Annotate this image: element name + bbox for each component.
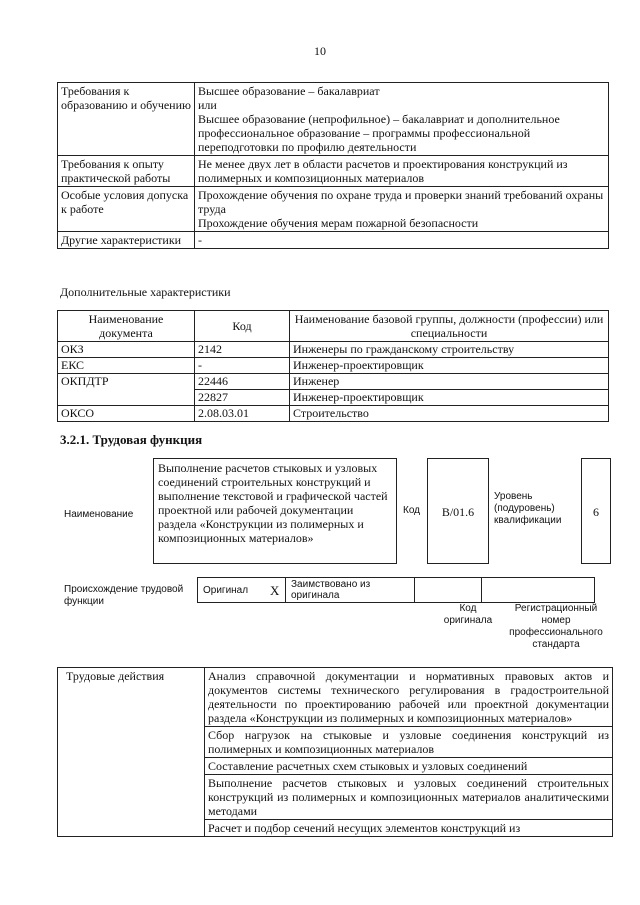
- original-code-cell: [415, 578, 482, 603]
- table-row: [198, 578, 595, 603]
- action-item: Сбор нагрузок на стыковые и узловые соединения конструкций из полимерных и композиционных материалов: [205, 727, 613, 758]
- original-cell: Оригинал: [198, 578, 266, 603]
- text-line: Прохождение обучения по охране труда и проверки знаний требований охраны труда: [198, 188, 604, 216]
- code-label: Код: [403, 505, 421, 516]
- text-line: Высшее образование – бакалавриат: [198, 84, 380, 98]
- function-name-box: Выполнение расчетов стыковых и узловых соединений строительных конструкций и выполнение текстовой и графической частей проектной или рабочей документации раздела «Конструкции из полимерных и композиционных материалов»: [153, 458, 397, 564]
- table-row: [58, 232, 609, 249]
- actions-label: Трудовые действия: [58, 668, 205, 837]
- action-item: Выполнение расчетов стыковых и узловых соединений строительных конструкций из полимерных и композиционных материалов аналитическими методами: [205, 775, 613, 820]
- row-value: [195, 187, 609, 232]
- requirements-table: [57, 82, 609, 249]
- cell: -: [195, 358, 290, 374]
- table-row: [58, 187, 609, 232]
- action-item: Составление расчетных схем стыковых и узловых соединений: [205, 758, 613, 775]
- col-header: Наименование базовой группы, должности (профессии) или специальности: [290, 311, 609, 342]
- section-heading: 3.2.1. Трудовая функция: [60, 432, 203, 447]
- text-line: Прохождение обучения мерам пожарной безопасности: [198, 216, 479, 230]
- table-row: [58, 342, 609, 358]
- row-value: -: [195, 232, 609, 249]
- table-row: [58, 406, 609, 422]
- row-label: Требования к опыту практической работы: [58, 156, 195, 187]
- cell: Инженеры по гражданскому строительству: [290, 342, 609, 358]
- extra-characteristics-table: [57, 310, 609, 422]
- cell: ОКСО: [58, 406, 195, 422]
- cell: 22446: [195, 374, 290, 390]
- table-row: [58, 374, 609, 390]
- text-line: Высшее образование (непрофильное) – бакалавриат и дополнительное профессиональное образование – программы профессиональной переподготовки по профилю деятельности: [198, 112, 560, 154]
- col-header: Наименование документа: [58, 311, 195, 342]
- row-label: Требования к образованию и обучению: [58, 83, 195, 156]
- table-row: [58, 156, 609, 187]
- reg-number-cell: [482, 578, 595, 603]
- row-value: [195, 83, 609, 156]
- section-subtitle: Дополнительные характеристики: [60, 285, 231, 299]
- code-caption: Код оригинала: [443, 603, 493, 626]
- original-mark: X: [265, 578, 286, 603]
- cell: Инженер-проектировщик: [290, 358, 609, 374]
- table-row: [58, 668, 613, 727]
- table-header: [58, 311, 609, 342]
- text-line: или: [198, 98, 217, 112]
- origin-table: [197, 577, 595, 603]
- action-item: Анализ справочной документации и нормативных правовых актов и документов системы технического регулирования в градостроительной деятельности по проектированию рабочей или проектной документации раздела «Конструкции из полимерных и композиционных материалов»: [205, 668, 613, 727]
- cell: ОКЗ: [58, 342, 195, 358]
- cell: Инженер: [290, 374, 609, 390]
- cell: ОКПДТР: [58, 374, 195, 406]
- cell: 2.08.03.01: [195, 406, 290, 422]
- cell: 22827: [195, 390, 290, 406]
- name-label: Наименование: [64, 509, 134, 520]
- action-item: Расчет и подбор сечений несущих элементов конструкций из: [205, 820, 613, 837]
- borrowed-cell: Заимствовано из оригинала: [286, 578, 415, 603]
- cell: Инженер-проектировщик: [290, 390, 609, 406]
- origin-label: Происхождение трудовой функции: [64, 584, 184, 607]
- cell: Строительство: [290, 406, 609, 422]
- table-row: [58, 358, 609, 374]
- row-value: Не менее двух лет в области расчетов и проектирования конструкций из полимерных и композиционных материалов: [195, 156, 609, 187]
- function-code-box: B/01.6: [427, 458, 489, 564]
- row-label: Особые условия допуска к работе: [58, 187, 195, 232]
- cell: ЕКС: [58, 358, 195, 374]
- cell: 2142: [195, 342, 290, 358]
- reg-caption: Регистрационный номер профессионального стандарта: [509, 603, 603, 650]
- row-label: Другие характеристики: [58, 232, 195, 249]
- table-row: [58, 83, 609, 156]
- page-number: 10: [314, 44, 326, 58]
- level-label: Уровень (подуровень) квалификации: [494, 491, 562, 526]
- level-box: 6: [581, 458, 611, 564]
- col-header: Код: [195, 311, 290, 342]
- work-actions-table: [57, 667, 613, 837]
